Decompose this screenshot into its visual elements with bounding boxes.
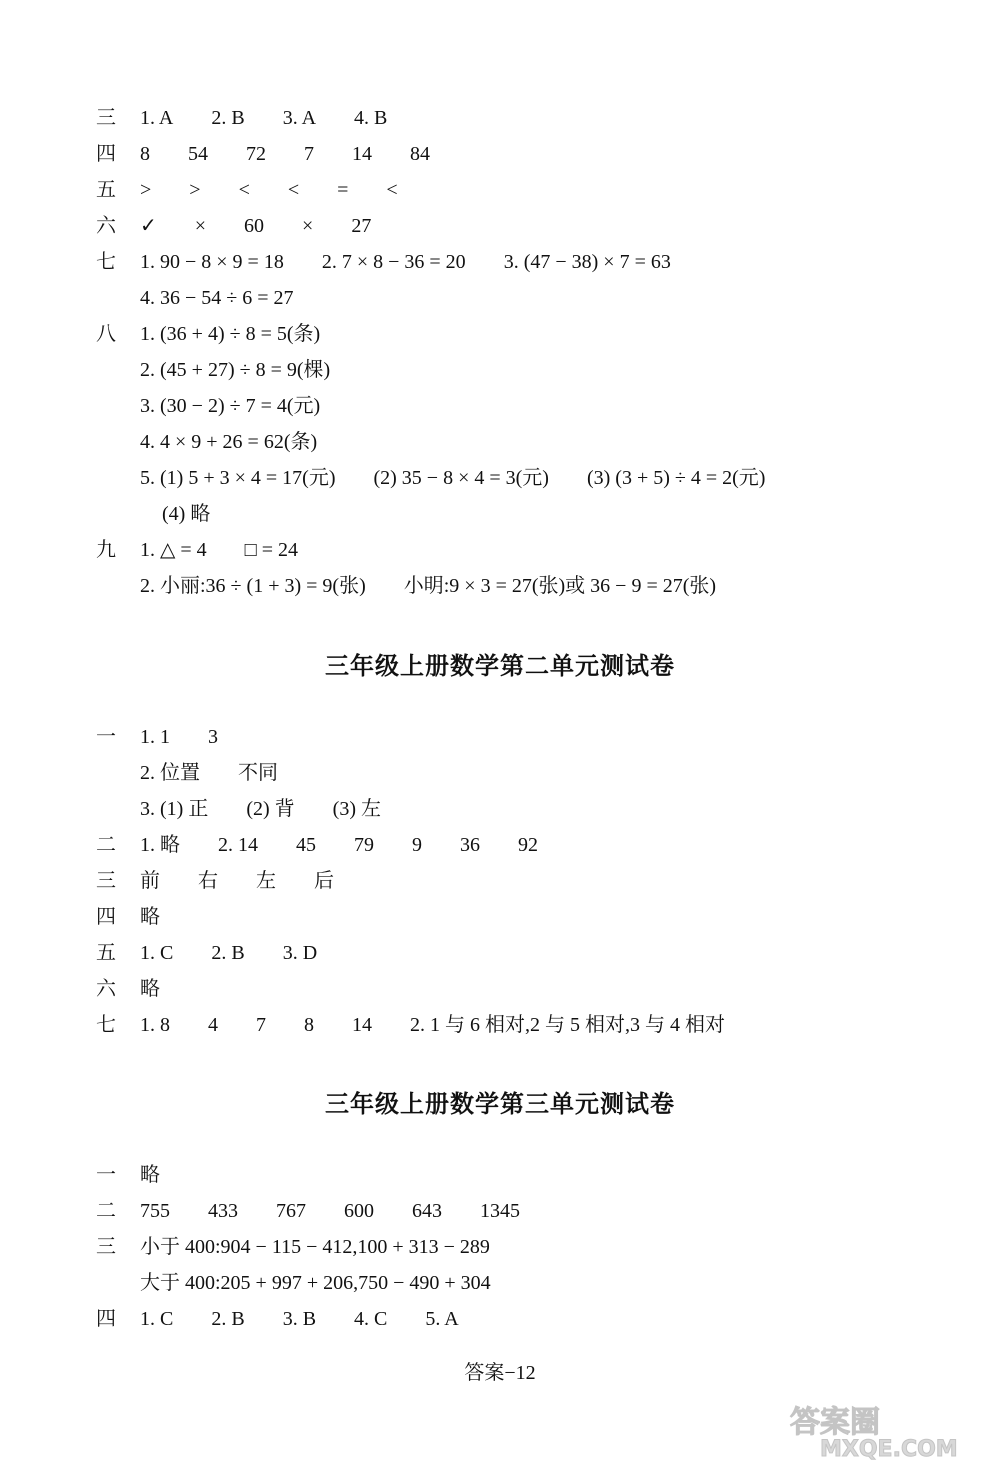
- answer-items: [140, 900, 198, 934]
- answer-item: 7: [304, 143, 314, 165]
- answer-item: 1. 1: [140, 726, 170, 748]
- answer-item: 大于 400:205 + 997 + 206,750 − 490 + 304: [140, 1272, 491, 1294]
- answer-item: 略: [140, 1164, 160, 1186]
- answer-item: 27: [351, 215, 372, 237]
- answer-item: 4. 4 × 9 + 26 = 62(条): [140, 431, 318, 453]
- answer-item: (4) 略: [162, 503, 211, 525]
- question-number: 四: [96, 1308, 116, 1330]
- answer-item: 4. B: [354, 107, 388, 129]
- question-number: 六: [96, 978, 116, 1000]
- answer-item: 54: [188, 143, 208, 165]
- answer-item: 3. (30 − 2) ÷ 7 = 4(元): [140, 395, 321, 417]
- answer-item: 后: [314, 870, 334, 892]
- question-number: 七: [96, 1014, 116, 1036]
- answer-items: [140, 756, 316, 790]
- answer-item: 4: [208, 1014, 218, 1036]
- answer-item: 1. △ = 4: [140, 539, 207, 561]
- answer-item: 2. 14: [218, 834, 258, 856]
- answer-item: <: [287, 179, 300, 201]
- answer-items: [140, 1302, 497, 1336]
- answer-item: 3: [208, 726, 218, 748]
- answer-item: 14: [352, 143, 372, 165]
- answer-item: 79: [354, 834, 374, 856]
- answer-item: 14: [352, 1014, 372, 1036]
- answer-item: 不同: [238, 762, 278, 784]
- answer-item: 2. 7 × 8 − 36 = 20: [321, 251, 466, 273]
- question-number: 八: [96, 323, 116, 345]
- question-number: 三: [96, 1236, 116, 1258]
- answer-items: [140, 569, 754, 603]
- answer-item: ✓: [140, 215, 157, 237]
- answer-item: 5. A: [425, 1308, 459, 1330]
- answer-items: [140, 425, 355, 459]
- question-number: 二: [96, 1200, 116, 1222]
- answer-item: 5. (1) 5 + 3 × 4 = 17(元): [140, 467, 336, 489]
- answer-items: [140, 828, 576, 862]
- answer-items: [140, 317, 358, 351]
- answer-item: ×: [194, 215, 207, 237]
- answer-item: 92: [518, 834, 538, 856]
- answer-items: [140, 173, 436, 207]
- answer-item: 9: [412, 834, 422, 856]
- answer-item: 433: [208, 1200, 238, 1222]
- answer-item: 1345: [480, 1200, 520, 1222]
- answer-item: 2. 小丽:36 ÷ (1 + 3) = 9(张): [140, 575, 366, 597]
- answer-item: =: [337, 179, 349, 201]
- answer-items: [140, 137, 468, 171]
- answer-item: 2. B: [211, 1308, 245, 1330]
- answer-item: 1. A: [140, 107, 174, 129]
- answer-items: [140, 281, 332, 315]
- answer-item: 右: [198, 870, 218, 892]
- answer-item: 36: [460, 834, 480, 856]
- answer-items: [140, 792, 419, 826]
- answer-items: [140, 101, 425, 135]
- answer-items: [140, 1158, 198, 1192]
- answer-item: 7: [256, 1014, 266, 1036]
- question-number: 一: [96, 1164, 116, 1186]
- answer-item: 1. 8: [140, 1014, 170, 1036]
- answer-item: (2) 背: [246, 798, 295, 820]
- question-number: 四: [96, 906, 116, 928]
- question-number: 五: [96, 942, 116, 964]
- question-number: 九: [96, 539, 116, 561]
- section-title-unit2: 三年级上册数学第二单元测试卷: [325, 652, 675, 680]
- answer-items: [140, 461, 803, 495]
- answer-item: 2. B: [211, 107, 245, 129]
- answer-item: 2. B: [211, 942, 245, 964]
- answer-item: (3) (3 + 5) ÷ 4 = 2(元): [586, 467, 766, 489]
- answer-item: >: [140, 179, 152, 201]
- answer-items: [140, 353, 368, 387]
- answer-item: 8: [140, 143, 150, 165]
- answer-item: 4. C: [354, 1308, 388, 1330]
- answer-items: [140, 720, 256, 754]
- answer-item: 3. D: [282, 942, 318, 964]
- answer-item: 8: [304, 1014, 314, 1036]
- answer-item: 1. 90 − 8 × 9 = 18: [140, 251, 284, 273]
- answer-item: □ = 24: [244, 539, 299, 561]
- answer-item: 1. C: [140, 942, 174, 964]
- answer-item: 小明:9 × 3 = 27(张)或 36 − 9 = 27(张): [403, 575, 717, 597]
- answer-item: (2) 35 − 8 × 4 = 3(元): [373, 467, 549, 489]
- question-number: 三: [96, 107, 116, 129]
- answer-item: 略: [140, 978, 160, 1000]
- answer-item: <: [386, 179, 398, 201]
- answer-item: >: [189, 179, 201, 201]
- page-footer: 答案−12: [464, 1362, 536, 1384]
- answer-item: 小于 400:904 − 115 − 412,100 + 313 − 289: [140, 1236, 490, 1258]
- question-number: 四: [96, 143, 116, 165]
- answer-item: 略: [140, 906, 160, 928]
- answer-item: 600: [344, 1200, 374, 1222]
- answer-item: 45: [296, 834, 316, 856]
- question-number: 二: [96, 834, 116, 856]
- answer-item: 3. A: [282, 107, 317, 129]
- answer-item: 4. 36 − 54 ÷ 6 = 27: [140, 287, 294, 309]
- answer-items: [140, 972, 198, 1006]
- question-number: 一: [96, 726, 116, 748]
- answer-items: [140, 864, 372, 898]
- question-number: 六: [96, 215, 116, 237]
- answer-item: 2. (45 + 27) ÷ 8 = 9(棵): [140, 359, 331, 381]
- answer-item: 前: [140, 870, 160, 892]
- answer-item: 3. (1) 正: [140, 798, 209, 820]
- answer-item: 2. 1 与 6 相对,2 与 5 相对,3 与 4 相对: [410, 1014, 725, 1036]
- watermark-cn: 答案圈: [790, 1405, 880, 1440]
- answer-item: 1. 略: [140, 834, 180, 856]
- answer-item: 84: [410, 143, 430, 165]
- answer-items: [140, 245, 709, 279]
- answer-item: 3. B: [282, 1308, 317, 1330]
- answer-items: [140, 389, 358, 423]
- watermark-logo: [780, 1400, 980, 1460]
- answer-item: 60: [244, 215, 265, 237]
- answer-items: [162, 497, 248, 531]
- answer-item: 755: [140, 1200, 170, 1222]
- answer-item: 72: [246, 143, 266, 165]
- answer-items: [140, 1008, 763, 1042]
- answer-items: [140, 1266, 529, 1300]
- answer-item: 3. (47 − 38) × 7 = 63: [503, 251, 671, 273]
- answer-item: 1. C: [140, 1308, 174, 1330]
- question-number: 五: [96, 179, 116, 201]
- question-number: 三: [96, 870, 116, 892]
- answer-items: [140, 209, 409, 243]
- answer-item: (3) 左: [332, 798, 381, 820]
- answer-item: <: [238, 179, 250, 201]
- answer-item: 767: [276, 1200, 306, 1222]
- answer-items: [140, 533, 336, 567]
- answer-item: 1. (36 + 4) ÷ 8 = 5(条): [140, 323, 321, 345]
- question-number: 七: [96, 251, 116, 273]
- answer-item: 2. 位置: [140, 762, 200, 784]
- answer-item: 643: [412, 1200, 442, 1222]
- watermark-en: MXQE.COM: [820, 1437, 958, 1460]
- answer-items: [140, 1194, 558, 1228]
- answer-items: [140, 1230, 528, 1264]
- section-title-unit3: 三年级上册数学第三单元测试卷: [325, 1090, 675, 1118]
- answer-item: ×: [302, 215, 314, 237]
- answer-item: 左: [256, 870, 276, 892]
- answer-items: [140, 936, 355, 970]
